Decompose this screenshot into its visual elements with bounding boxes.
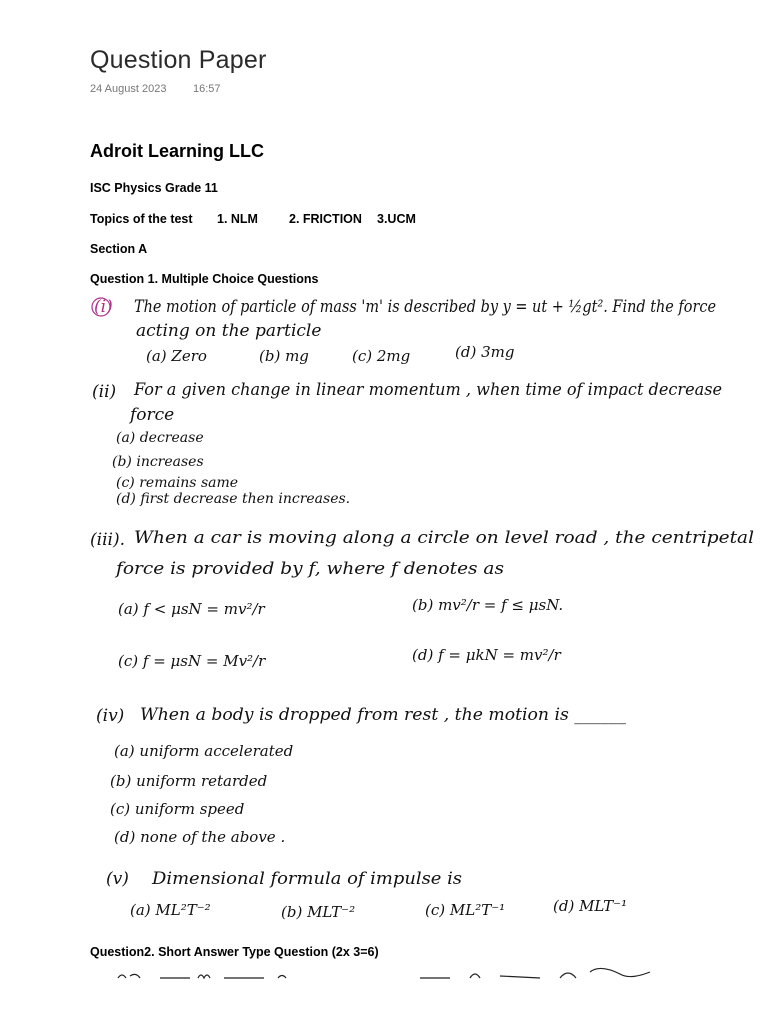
option-text: (c) ML²T⁻¹ — [425, 901, 506, 919]
section-heading: Section A — [90, 242, 148, 256]
question-2-heading: Question2. Short Answer Type Question (2x 3=6) — [90, 945, 379, 959]
question-marker: (iv) — [96, 706, 125, 726]
option-text: (d) first decrease then increases. — [116, 491, 351, 507]
question-marker: (iii). — [90, 530, 125, 550]
stroke-path — [118, 968, 650, 978]
option-text: (d) MLT⁻¹ — [553, 897, 628, 915]
option-text: (c) 2mg — [352, 347, 411, 365]
option-text: (c) uniform speed — [110, 800, 245, 818]
handwriting-strokes — [90, 962, 690, 982]
topic-item: 3.UCM — [377, 212, 416, 226]
course-name: ISC Physics Grade 11 — [90, 181, 218, 195]
option-text: (d) none of the above . — [114, 828, 286, 846]
topics-label: Topics of the test — [90, 212, 193, 226]
option-text: (a) ML²T⁻² — [130, 901, 211, 919]
question-text: For a given change in linear momentum , when time of impact decrease — [133, 380, 722, 400]
option-text: (a) decrease — [116, 430, 204, 446]
option-text: (b) mg — [259, 347, 309, 365]
option-text: (b) mv²/r = f ≤ μsN. — [412, 596, 564, 614]
option-text: (b) MLT⁻² — [281, 903, 356, 921]
page-time: 16:57 — [193, 83, 221, 95]
handwriting-fragment — [90, 962, 690, 982]
question-text: acting on the particle — [136, 321, 322, 341]
option-text: (b) increases — [112, 454, 204, 470]
option-text: (d) 3mg — [455, 343, 515, 361]
topic-item: 1. NLM — [217, 212, 258, 226]
option-text: (b) uniform retarded — [110, 772, 268, 790]
option-text: (d) f = μkN = mv²/r — [412, 646, 561, 664]
question-text: When a body is dropped from rest , the motion is ______ — [140, 705, 627, 725]
option-text: (a) f < μsN = mv²/r — [118, 600, 265, 618]
option-text: (a) uniform accelerated — [114, 742, 294, 760]
option-text: (a) Zero — [146, 347, 207, 365]
question-text: The motion of particle of mass 'm' is described by y = ut + ½gt². Find the force — [134, 297, 716, 317]
option-text: (c) f = μsN = Mv²/r — [118, 652, 266, 670]
question-marker: (v) — [106, 869, 129, 889]
page-date: 24 August 2023 — [90, 83, 167, 95]
question-1-heading: Question 1. Multiple Choice Questions — [90, 272, 319, 286]
question-marker: (i) — [94, 297, 113, 317]
page-title: Question Paper — [90, 46, 267, 74]
question-text: force is provided by f, where f denotes as — [113, 559, 505, 579]
question-marker: (ii) — [92, 382, 117, 402]
question-text: Dimensional formula of impulse is — [150, 869, 463, 889]
question-text: force — [130, 405, 175, 425]
topic-item: 2. FRICTION — [289, 212, 362, 226]
option-text: (c) remains same — [116, 475, 239, 491]
question-text: When a car is moving along a circle on level road , the centripetal — [134, 528, 754, 548]
organization-name: Adroit Learning LLC — [90, 141, 264, 161]
